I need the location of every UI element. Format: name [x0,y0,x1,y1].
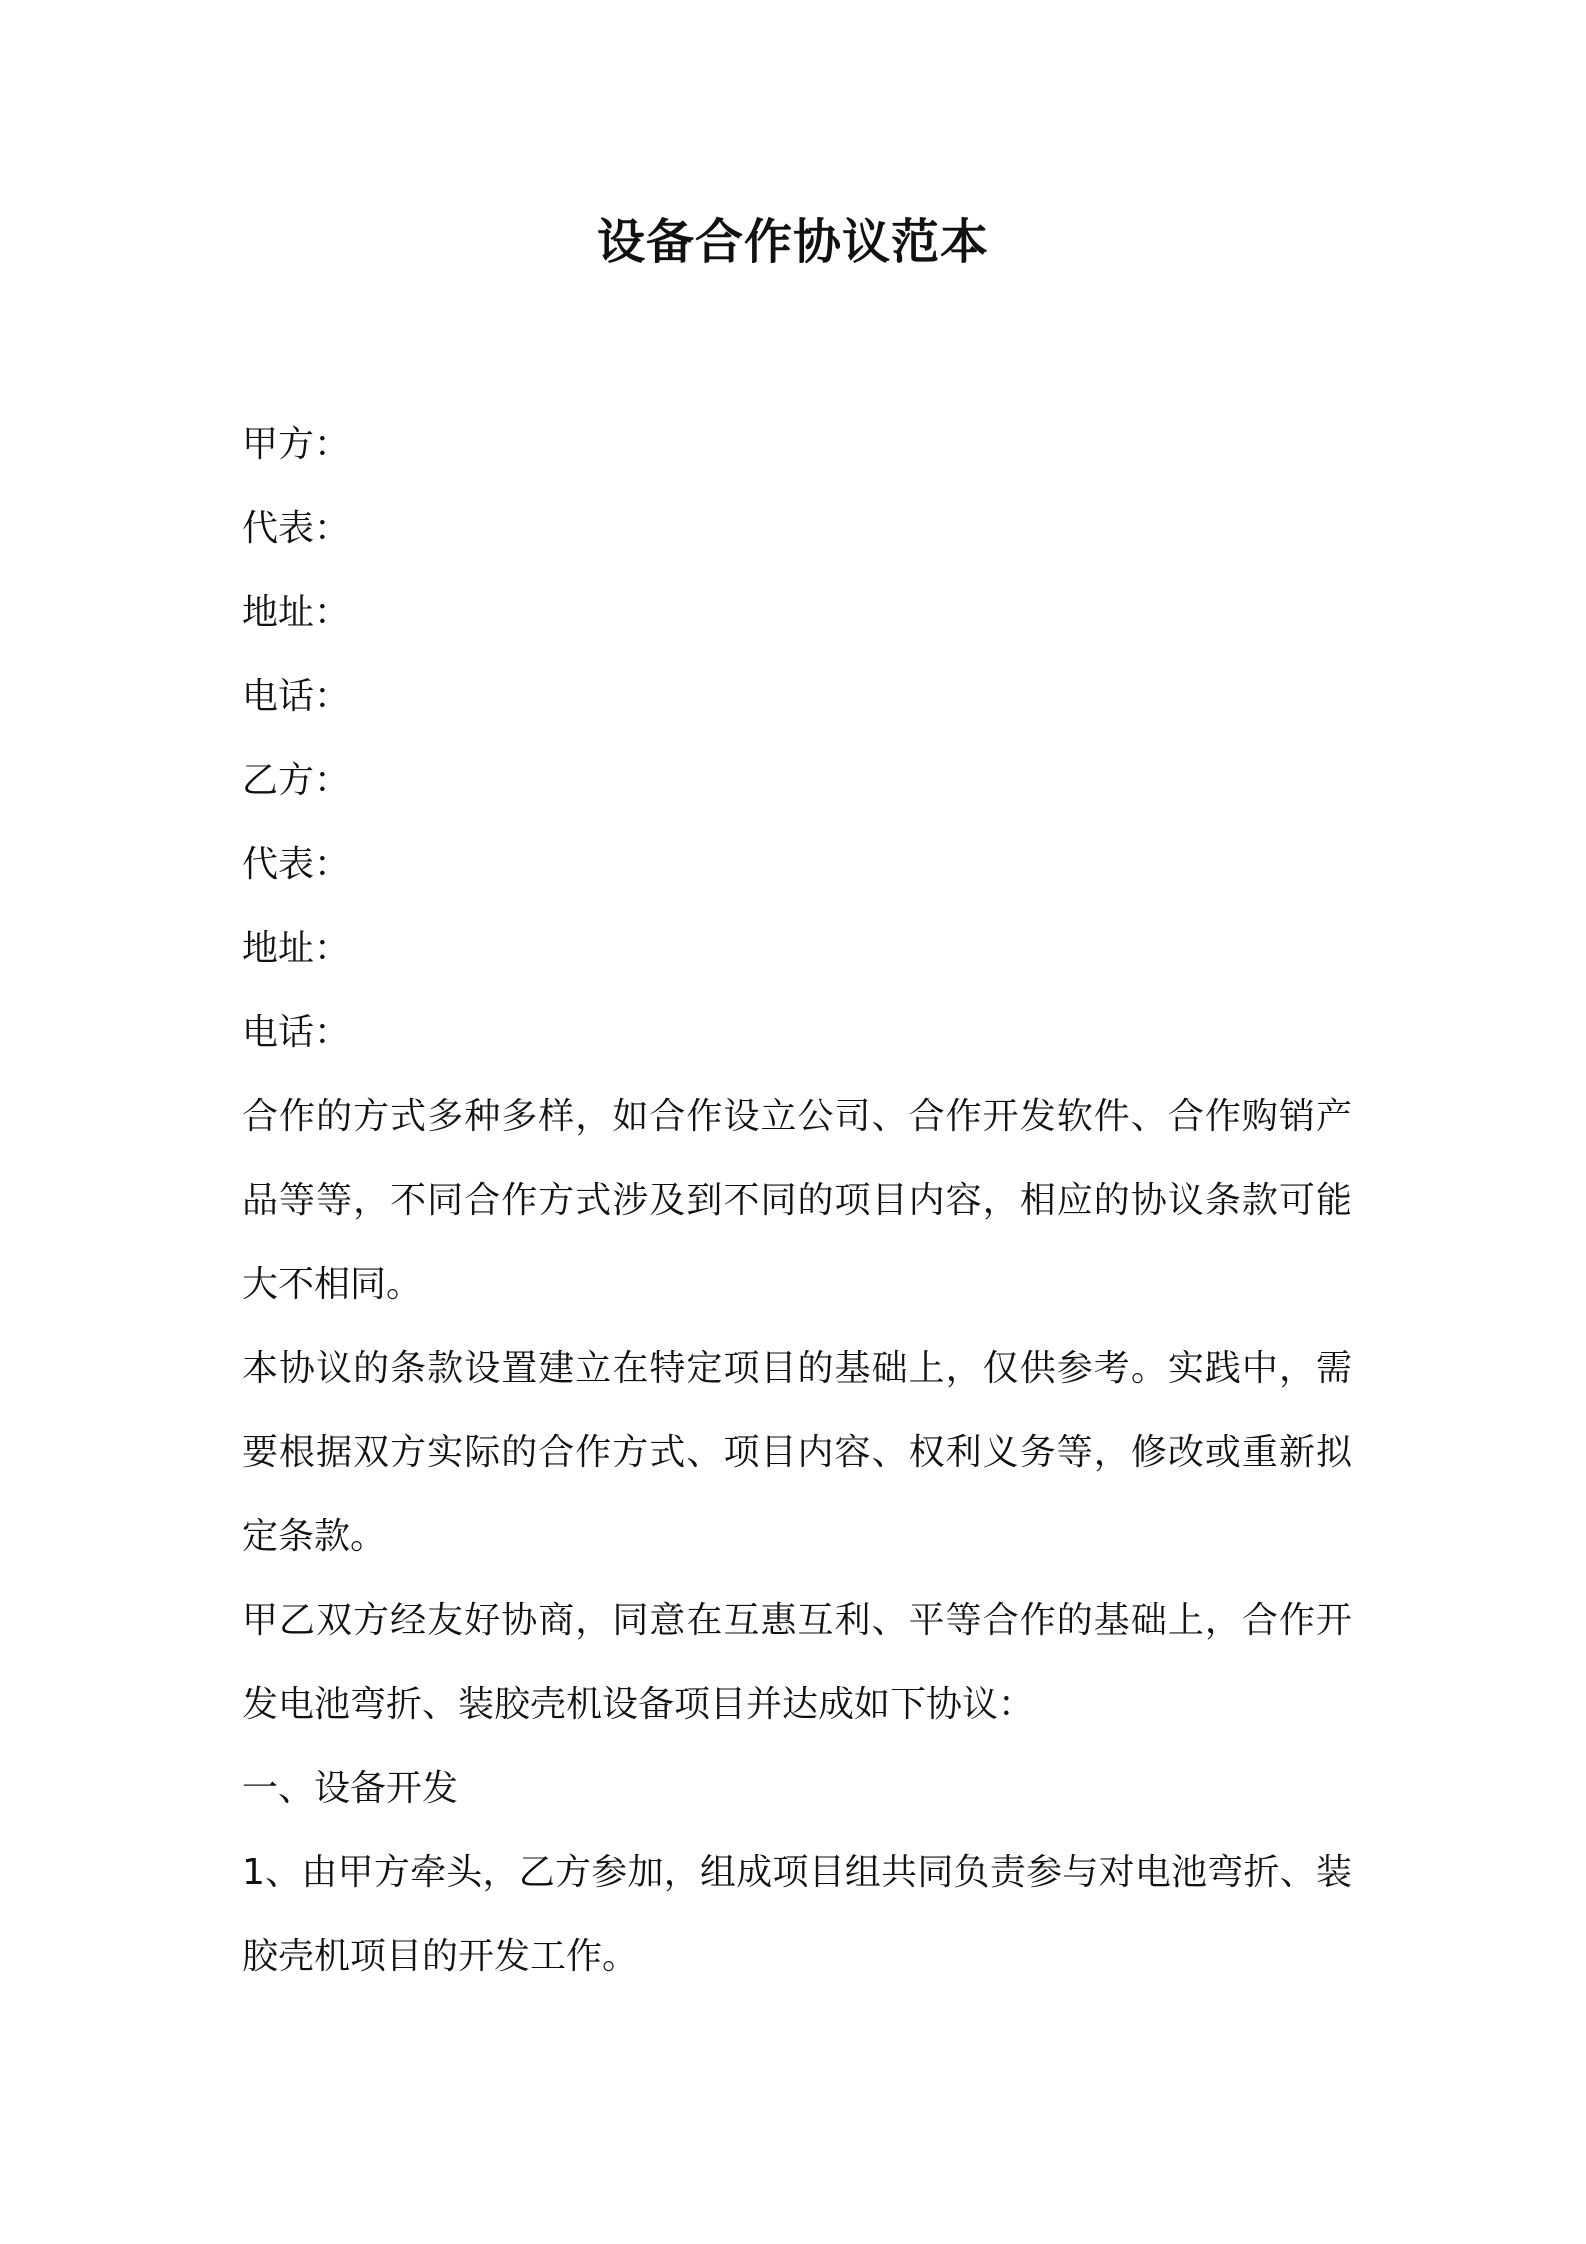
clause-1-1: 1、由甲方牵头，乙方参加，组成项目组共同负责参与对电池弯折、装胶壳机项目的开发工作。 [242,1852,1352,1977]
document-body [242,403,1352,1999]
party-a-address-label: 地址： [242,592,351,633]
party-b-address-label: 地址： [242,928,351,969]
party-b-rep-label: 代表： [242,844,351,885]
party-b-phone-label: 电话： [242,1012,351,1053]
intro-paragraph-1: 合作的方式多种多样，如合作设立公司、合作开发软件、合作购销产品等等，不同合作方式涉及到不同的项目内容，相应的协议条款可能大不相同。 [242,1096,1352,1305]
document-title: 设备合作协议范本 [596,214,989,270]
party-b-name-label: 乙方： [242,760,351,801]
section-heading: 一、设备开发 [242,1768,459,1809]
intro-paragraph-3: 甲乙双方经友好协商，同意在互惠互利、平等合作的基础上，合作开发电池弯折、装胶壳机设备项目并达成如下协议： [242,1600,1352,1725]
party-a-phone-label: 电话： [242,676,351,717]
party-a-rep-label: 代表： [242,508,351,549]
party-a-name-label: 甲方： [242,424,351,465]
intro-paragraph-2: 本协议的条款设置建立在特定项目的基础上，仅供参考。实践中，需要根据双方实际的合作方式、项目内容、权利义务等，修改或重新拟定条款。 [242,1348,1352,1557]
